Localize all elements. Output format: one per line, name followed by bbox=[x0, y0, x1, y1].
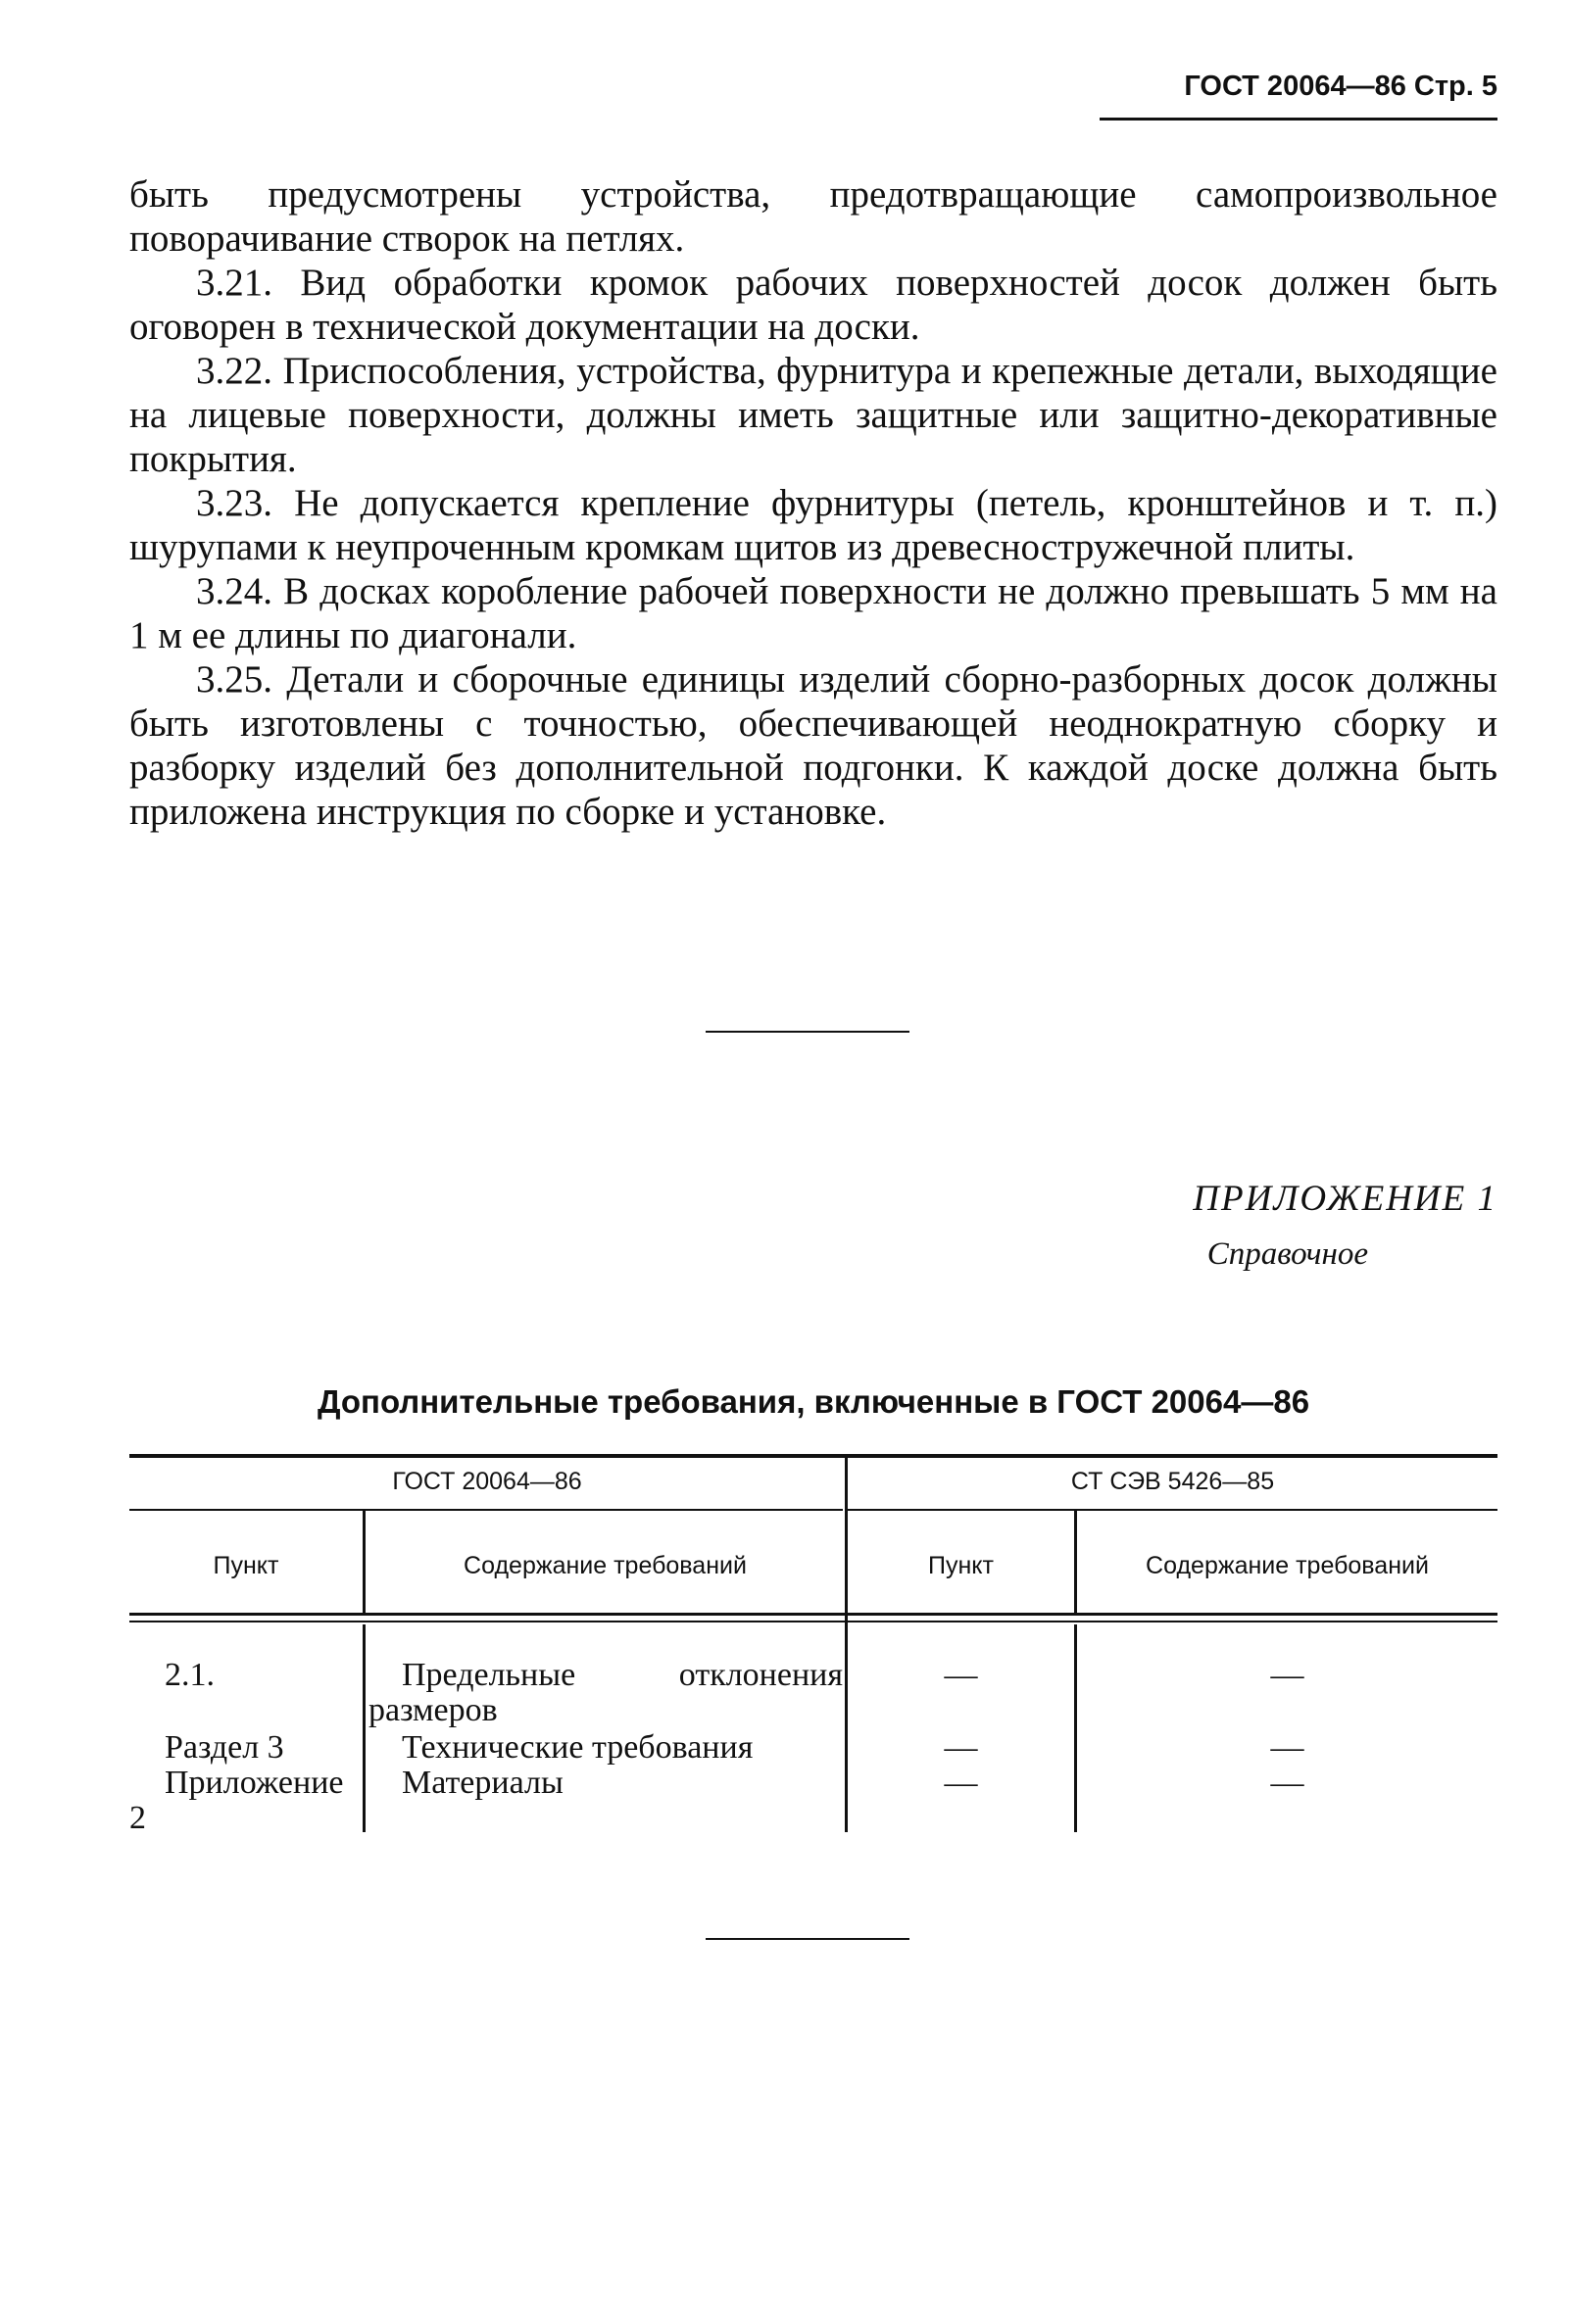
table-cell-point: 2.1. bbox=[165, 1657, 215, 1693]
header-bottom-rule-2 bbox=[129, 1621, 1497, 1622]
paragraph-continuation: быть предусмотрены устройства, предотвращающие самопроизвольное поворачивание створок на петлях. bbox=[129, 173, 1497, 260]
table-cell-point: Приложение 2 bbox=[129, 1765, 344, 1836]
body-text bbox=[129, 172, 1497, 834]
table-title: Дополнительные требования, включенные в ГОСТ 20064—86 bbox=[317, 1383, 1310, 1420]
table-cell-sev-point: — bbox=[944, 1765, 978, 1801]
appendix-subtitle: Справочное bbox=[1206, 1236, 1368, 1272]
table-top-rule bbox=[129, 1454, 1497, 1458]
table-cell-content: Материалы bbox=[402, 1765, 564, 1801]
end-separator bbox=[706, 1938, 909, 1940]
body-divider-1 bbox=[363, 1624, 366, 1832]
group-header-gost: ГОСТ 20064—86 bbox=[392, 1468, 582, 1495]
paragraph-3-23: 3.23. Не допускается крепление фурнитуры (петель, кронштейнов и т. п.) шурупами к неупроченным кромкам щитов из древесностружечной плиты. bbox=[129, 482, 1497, 568]
paragraph-3-21: 3.21. Вид обработки кромок рабочих поверхностей досок должен быть оговорен в технической документации на доски. bbox=[129, 262, 1497, 348]
body-divider-3 bbox=[1074, 1624, 1077, 1832]
header-bottom-rule-1 bbox=[129, 1613, 1497, 1616]
table-cell-sev-point: — bbox=[944, 1729, 978, 1766]
col-header-sev-content: Содержание требований bbox=[1146, 1552, 1429, 1579]
col-header-point: Пункт bbox=[213, 1552, 279, 1579]
col-header-content: Содержание требований bbox=[464, 1552, 747, 1579]
table-cell-point: Раздел 3 bbox=[165, 1729, 284, 1766]
group-header-st-sev: СТ СЭВ 5426—85 bbox=[1070, 1468, 1275, 1495]
table-cell-content: Предельные отклонения размеров bbox=[368, 1657, 843, 1728]
paragraph-3-25: 3.25. Детали и сборочные единицы изделий сборно-разборных досок должны быть изготовлены с точностью, обеспечивающей неоднократную сборку и разборку изделий без дополнительной подгонки. К каждой доске должна быть приложена инструкция по сборке и установке. bbox=[129, 658, 1497, 833]
table-cell-content: Технические требования bbox=[402, 1729, 754, 1766]
table-cell-sev-content: — bbox=[1270, 1765, 1304, 1801]
group-header-rule-right bbox=[848, 1509, 1497, 1511]
page-header: ГОСТ 20064—86 Стр. 5 bbox=[1184, 71, 1497, 102]
appendix-title: ПРИЛОЖЕНИЕ 1 bbox=[1193, 1179, 1497, 1219]
col-header-sev-point: Пункт bbox=[928, 1552, 994, 1579]
table-cell-sev-content: — bbox=[1270, 1729, 1304, 1766]
table-cell-sev-point: — bbox=[944, 1657, 978, 1693]
table-cell-sev-content: — bbox=[1270, 1657, 1304, 1693]
section-separator bbox=[706, 1031, 909, 1033]
group-header-rule-left bbox=[129, 1509, 843, 1511]
paragraph-3-22: 3.22. Приспособления, устройства, фурнитура и крепежные детали, выходящие на лицевые поверхности, должны иметь защитные или защитно-декоративные покрытия. bbox=[129, 350, 1497, 480]
paragraph-3-24: 3.24. В досках коробление рабочей поверхности не должно превышать 5 мм на 1 м ее длины по диагонали. bbox=[129, 570, 1497, 656]
header-rule bbox=[1100, 118, 1497, 121]
